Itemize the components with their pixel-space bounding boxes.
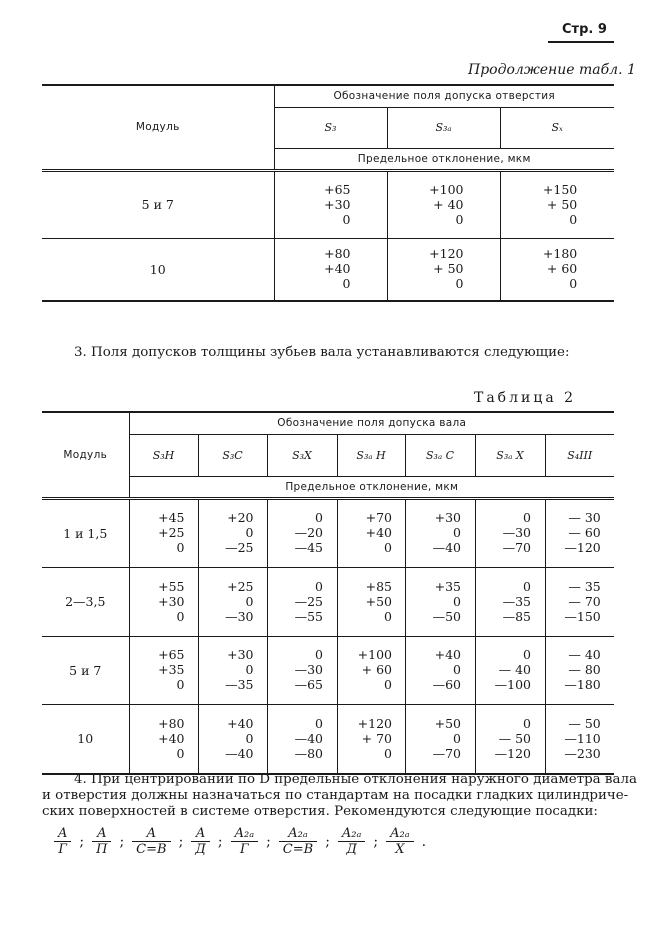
deviation-value: —30 (294, 662, 323, 677)
deviation-value: 0 (342, 211, 351, 227)
fit-numerator: A₂ₐ (386, 826, 413, 842)
deviation-value: 0 (176, 540, 185, 555)
deviation-value: —85 (502, 608, 531, 624)
table2-col-header: S₃H (129, 434, 198, 476)
table2-col-header: S₄III (545, 434, 614, 476)
deviation-value: —40 (294, 730, 323, 746)
fit-numerator: A (132, 826, 170, 842)
deviation-value: + 70 (361, 730, 392, 746)
deviation-value: 0 (384, 540, 392, 555)
deviation-value: +35 (158, 662, 185, 677)
deviation-value: —25 (225, 540, 254, 555)
deviation-value: —70 (432, 745, 461, 761)
table2-cell (198, 567, 267, 636)
fit-fraction (92, 826, 111, 857)
deviation-value: + 50 (546, 196, 578, 212)
table2-cell (198, 704, 267, 774)
table2-module-header: Модуль (42, 412, 129, 498)
fit-fraction (231, 826, 258, 857)
deviation-value: +40 (434, 647, 461, 662)
deviation-value: +150 (542, 181, 578, 197)
fit-separator: ; (325, 833, 330, 850)
deviation-value: 0 (315, 510, 323, 525)
fit-denominator: Г (58, 842, 67, 857)
table2-cell (545, 704, 614, 774)
deviation-value: —30 (502, 525, 531, 540)
fit-fraction (386, 826, 413, 857)
deviation-value: —30 (225, 608, 254, 624)
table1-row-module: 10 (42, 238, 274, 301)
fit-denominator: Д (346, 842, 357, 857)
table2-cell (267, 567, 337, 636)
deviation-value: +30 (324, 196, 351, 212)
table2-cell (267, 636, 337, 704)
fit-numerator: A (54, 826, 71, 842)
table2 (42, 411, 614, 775)
paragraph-4-line-3: ских поверхностей в системе отверстия. Рекомендуются следующие посадки: (42, 804, 598, 819)
table2-cell (405, 567, 475, 636)
table2-cell (545, 636, 614, 704)
deviation-value: —20 (294, 525, 323, 540)
table2-col-header: S₃C (198, 434, 267, 476)
deviation-value: —45 (294, 540, 323, 555)
table2-cell (337, 636, 405, 704)
table2-deviation-header: Предельное отклонение, мкм (129, 476, 614, 498)
deviation-value: 0 (315, 715, 323, 731)
table2-row-module: 5 и 7 (42, 636, 129, 704)
deviation-value: 0 (315, 578, 323, 594)
table2-cell (545, 567, 614, 636)
deviation-value: 0 (245, 662, 254, 677)
recommended-fits (52, 826, 432, 857)
deviation-value: 0 (384, 608, 392, 624)
deviation-value: +40 (227, 715, 254, 731)
table2-cell (475, 636, 545, 704)
deviation-value: +30 (434, 510, 461, 525)
fit-numerator: A₂ₐ (231, 826, 258, 842)
fit-denominator: Д (195, 842, 206, 857)
deviation-value: —60 (432, 677, 461, 692)
fit-numerator: A (191, 826, 210, 842)
table1 (42, 84, 614, 302)
deviation-value: 0 (176, 677, 185, 692)
deviation-value: 0 (315, 647, 323, 662)
fit-fraction (132, 826, 170, 857)
fit-denominator: C=B (136, 842, 167, 857)
deviation-value: —80 (294, 745, 323, 761)
table1-deviation-header: Предельное отклонение, мкм (274, 148, 614, 170)
deviation-value: — 40 (568, 647, 601, 662)
table2-group-header: Обозначение поля допуска вала (129, 412, 614, 434)
fit-fraction (279, 826, 317, 857)
table2-cell (475, 704, 545, 774)
deviation-value: +40 (365, 525, 392, 540)
table2-cell (475, 567, 545, 636)
deviation-value: —40 (432, 540, 461, 555)
deviation-value: +25 (227, 578, 254, 594)
deviation-value: +120 (357, 715, 392, 731)
table1-cell (500, 170, 614, 238)
deviation-value: +100 (429, 181, 464, 197)
deviation-value: +85 (365, 578, 392, 594)
deviation-value: — 35 (568, 578, 601, 594)
fit-fraction (54, 826, 71, 857)
deviation-value: 0 (455, 276, 464, 292)
deviation-value: — 40 (498, 662, 531, 677)
deviation-value: +80 (158, 715, 185, 731)
deviation-value: —180 (564, 677, 601, 692)
deviation-value: +180 (542, 246, 578, 262)
deviation-value: 0 (342, 276, 351, 292)
deviation-value: —25 (294, 593, 323, 609)
table2-cell (475, 498, 545, 567)
fit-separator: ; (79, 833, 85, 850)
fit-denominator: C=B (282, 842, 314, 857)
deviation-value: —230 (564, 745, 601, 761)
deviation-value: +20 (227, 510, 254, 525)
table2-col-header: S₃ₐ H (337, 434, 405, 476)
deviation-value: +55 (158, 578, 185, 594)
deviation-value: 0 (245, 525, 254, 540)
paragraph-4-line-1: 4. При центрировании по D предельные отклонения наружного диаметра вала (74, 772, 637, 787)
table1-col-s3a: S₃ₐ (387, 107, 500, 148)
table2-cell (129, 704, 198, 774)
deviation-value: —150 (564, 608, 601, 624)
deviation-value: +25 (158, 525, 185, 540)
deviation-value: +30 (158, 593, 185, 609)
deviation-value: + 50 (433, 261, 464, 277)
deviation-value: +40 (158, 730, 185, 746)
fit-numerator: A (92, 826, 111, 842)
table2-row-module: 10 (42, 704, 129, 774)
fit-separator: ; (119, 833, 125, 850)
page-number: Стр. 9 (562, 22, 607, 37)
deviation-value: 0 (523, 510, 531, 525)
deviation-value: +50 (434, 715, 461, 731)
deviation-value: 0 (176, 745, 185, 761)
deviation-value: +65 (158, 647, 185, 662)
table1-row-module: 5 и 7 (42, 170, 274, 238)
table2-cell (337, 567, 405, 636)
deviation-value: —70 (502, 540, 531, 555)
fit-separator: ; (217, 833, 223, 850)
table1-cell (274, 170, 387, 238)
deviation-value: 0 (569, 276, 578, 292)
deviation-value: —55 (294, 608, 323, 624)
deviation-value: —40 (225, 745, 254, 761)
table2-col-header: S₃X (267, 434, 337, 476)
table2-cell (267, 704, 337, 774)
deviation-value: +80 (324, 246, 351, 262)
deviation-value: 0 (455, 211, 464, 227)
fit-denominator: X (395, 842, 405, 857)
deviation-value: —50 (432, 608, 461, 624)
table2-cell (405, 636, 475, 704)
table2-cell (545, 498, 614, 567)
table1-continuation: Продолжение табл. 1 (468, 62, 636, 78)
deviation-value: 0 (453, 593, 461, 609)
deviation-value: — 60 (568, 525, 601, 540)
fit-denominator: П (96, 842, 108, 857)
deviation-value: — 70 (568, 593, 601, 609)
table1-cell (274, 238, 387, 301)
fit-separator: ; (178, 833, 184, 850)
table2-cell (337, 704, 405, 774)
fit-separator: ; (266, 833, 271, 850)
deviation-value: + 40 (433, 196, 464, 212)
deviation-value: — 80 (568, 662, 601, 677)
deviation-value: +65 (324, 181, 351, 197)
fit-separator: ; (373, 833, 379, 850)
deviation-value: 0 (569, 211, 578, 227)
deviation-value: 0 (523, 715, 531, 731)
fit-fraction (338, 826, 365, 857)
table2-cell (129, 498, 198, 567)
table1-col-sx: Sₓ (500, 107, 614, 148)
deviation-value: —35 (502, 593, 531, 609)
deviation-value: 0 (176, 608, 185, 624)
table2-col-header: S₃ₐ X (475, 434, 545, 476)
table1-group-header: Обозначение поля допуска отверстия (274, 85, 614, 107)
deviation-value: + 60 (546, 261, 578, 277)
table2-cell (405, 704, 475, 774)
fit-numerator: A₂ₐ (279, 826, 317, 842)
deviation-value: +40 (324, 261, 351, 277)
table2-cell (337, 498, 405, 567)
table2-cell (129, 567, 198, 636)
table2-cell (198, 636, 267, 704)
fit-numerator: A₂ₐ (338, 826, 365, 842)
table2-cell (405, 498, 475, 567)
table1-cell (387, 238, 500, 301)
table1-col-s3: S₃ (274, 107, 387, 148)
deviation-value: 0 (453, 525, 461, 540)
table2-row-module: 1 и 1,5 (42, 498, 129, 567)
table2-cell (267, 498, 337, 567)
table2-col-header: S₃ₐ C (405, 434, 475, 476)
deviation-value: 0 (245, 730, 254, 746)
deviation-value: 0 (453, 662, 461, 677)
deviation-value: +45 (158, 510, 185, 525)
deviation-value: +100 (357, 647, 392, 662)
deviation-value: —120 (564, 540, 601, 555)
deviation-value: —65 (294, 677, 323, 692)
table1-cell (387, 170, 500, 238)
deviation-value: — 30 (568, 510, 601, 525)
deviation-value: 0 (523, 578, 531, 594)
deviation-value: +50 (365, 593, 392, 609)
table2-caption: Таблица 2 (474, 390, 577, 406)
deviation-value: —35 (225, 677, 254, 692)
fit-fraction (191, 826, 210, 857)
deviation-value: 0 (245, 593, 254, 609)
deviation-value: 0 (523, 647, 531, 662)
table2-cell (129, 636, 198, 704)
deviation-value: — 50 (498, 730, 531, 746)
deviation-value: 0 (453, 730, 461, 746)
table1-cell (500, 238, 614, 301)
table1-module-header: Модуль (42, 85, 274, 170)
deviation-value: +120 (429, 246, 464, 262)
fit-end: . (421, 833, 427, 850)
paragraph-4-line-2: и отверстия должны назначаться по стандартам на посадки гладких цилиндриче- (42, 788, 629, 803)
header-rule (548, 41, 614, 43)
table2-row-module: 2—3,5 (42, 567, 129, 636)
deviation-value: 0 (384, 745, 392, 761)
deviation-value: 0 (384, 677, 392, 692)
deviation-value: +70 (365, 510, 392, 525)
deviation-value: + 60 (361, 662, 392, 677)
fit-denominator: Г (240, 842, 249, 857)
paragraph-3: 3. Поля допусков толщины зубьев вала устанавливаются следующие: (74, 345, 570, 360)
deviation-value: +30 (227, 647, 254, 662)
table2-cell (198, 498, 267, 567)
deviation-value: —120 (494, 745, 531, 761)
deviation-value: — 50 (568, 715, 601, 731)
deviation-value: —100 (494, 677, 531, 692)
deviation-value: +35 (434, 578, 461, 594)
deviation-value: —110 (564, 730, 601, 746)
